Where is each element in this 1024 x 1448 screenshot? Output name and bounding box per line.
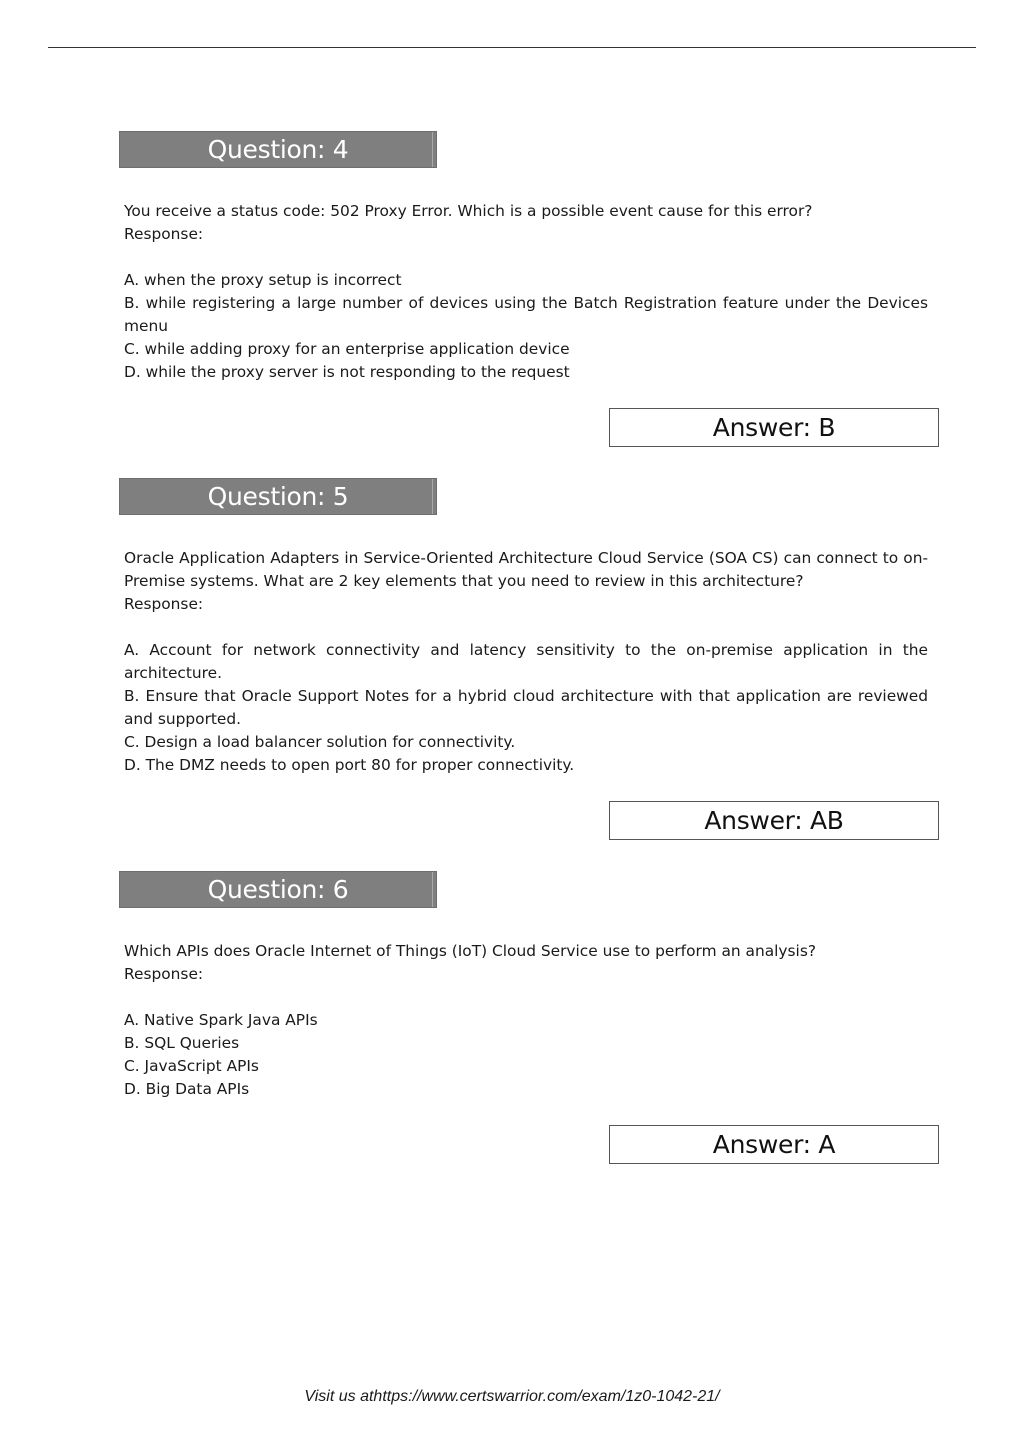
question-5-option-c: C. Design a load balancer solution for connectivity. xyxy=(124,733,516,751)
question-5-header: Question: 5 xyxy=(119,478,437,515)
question-5-option-b: B. Ensure that Oracle Support Notes for a hybrid cloud architecture with that application are reviewed and supported. xyxy=(124,687,928,728)
question-6-header: Question: 6 xyxy=(119,871,437,908)
question-5-text: Oracle Application Adapters in Service-Oriented Architecture Cloud Service (SOA CS) can connect to on-Premise systems. What are 2 key elements that you need to review in this architecture? xyxy=(124,549,928,590)
question-6-text: Which APIs does Oracle Internet of Things (IoT) Cloud Service use to perform an analysis? xyxy=(124,942,817,960)
question-4-response-label: Response: xyxy=(124,225,204,243)
top-divider xyxy=(48,47,976,48)
question-6-option-c: C. JavaScript APIs xyxy=(124,1057,259,1075)
question-5-option-a: A. Account for network connectivity and latency sensitivity to the on-premise application in the architecture. xyxy=(124,641,928,682)
question-5-body xyxy=(124,547,928,777)
question-4-answer: Answer: B xyxy=(609,408,939,447)
question-4-option-c: C. while adding proxy for an enterprise application device xyxy=(124,340,570,358)
question-4-option-d: D. while the proxy server is not responding to the request xyxy=(124,363,570,381)
question-5-answer: Answer: AB xyxy=(609,801,939,840)
question-6-option-d: D. Big Data APIs xyxy=(124,1080,250,1098)
question-4-option-a: A. when the proxy setup is incorrect xyxy=(124,271,402,289)
question-6-option-a: A. Native Spark Java APIs xyxy=(124,1011,318,1029)
question-5-option-d: D. The DMZ needs to open port 80 for proper connectivity. xyxy=(124,756,575,774)
question-6-option-b: B. SQL Queries xyxy=(124,1034,240,1052)
question-5-response-label: Response: xyxy=(124,595,204,613)
question-4-text: You receive a status code: 502 Proxy Error. Which is a possible event cause for this error? xyxy=(124,202,813,220)
question-4-body xyxy=(124,200,928,384)
question-6-body xyxy=(124,940,928,1101)
question-4-header: Question: 4 xyxy=(119,131,437,168)
question-6-answer: Answer: A xyxy=(609,1125,939,1164)
footer-link-text[interactable]: Visit us athttps://www.certswarrior.com/exam/1z0-1042-21/ xyxy=(304,1388,720,1405)
question-4-option-b: B. while registering a large number of devices using the Batch Registration feature under the Devices menu xyxy=(124,294,928,335)
question-6-response-label: Response: xyxy=(124,965,204,983)
